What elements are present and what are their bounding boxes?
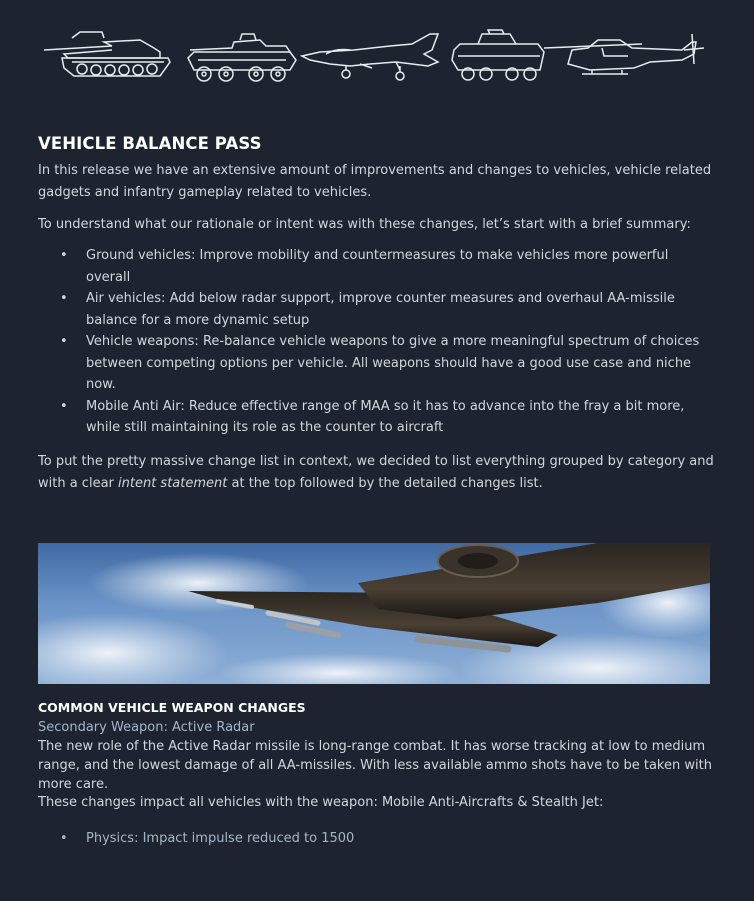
section-body: The new role of the Active Radar missile is long-range combat. It has worse tracking at low to medium range, and the lowest damage of all AA-missiles. With less available ammo shots have to be taken with more care.: [38, 739, 712, 792]
list-item: [38, 288, 714, 331]
mobile-aa-icon: [450, 28, 546, 90]
list-item-text: Physics: Impact impulse reduced to 1500: [86, 831, 355, 846]
apc-wheeled-icon: [186, 28, 298, 90]
page-title: VEHICLE BALANCE PASS: [38, 134, 262, 153]
list-item-text: Air vehicles: Add below radar support, improve counter measures and overhaul AA-missile balance for a more dynamic setup: [86, 291, 675, 328]
aircraft-illustration: [38, 543, 710, 684]
intent-statement-emphasis: intent statement: [118, 475, 228, 491]
context-paragraph: [38, 451, 714, 494]
list-item: [38, 396, 714, 439]
bullet-icon: •: [60, 831, 68, 846]
section-title: COMMON VEHICLE WEAPON CHANGES: [38, 700, 306, 715]
bullet-icon: •: [60, 248, 68, 263]
bullet-icon: •: [60, 291, 68, 306]
aircraft-banner-image: [38, 543, 710, 684]
list-item: [38, 331, 714, 396]
context-text-end: at the top followed by the detailed changes list.: [227, 475, 543, 491]
list-item: [38, 829, 354, 849]
context-text-start: To put the pretty massive change list in context, we decided to list everything grouped by category and with a clear: [38, 454, 714, 491]
section-subtitle: Secondary Weapon: Active Radar: [38, 720, 255, 735]
tank-icon: [42, 28, 174, 90]
list-item: [38, 245, 714, 288]
list-item-text: Ground vehicles: Improve mobility and countermeasures to make vehicles more powerful overall: [86, 248, 669, 285]
list-item-text: Mobile Anti Air: Reduce effective range of MAA so it has to advance into the fray a bit more, while still maintaining its role as the counter to aircraft: [86, 398, 685, 435]
intro-paragraph: In this release we have an extensive amount of improvements and changes to vehicles, vehicle related gadgets and infantry gameplay related to vehicles.: [38, 163, 712, 200]
summary-lead-paragraph: To understand what our rationale or intent was with these changes, let’s start with a brief summary:: [38, 217, 691, 232]
vehicle-icon-row: [40, 28, 710, 90]
attack-helicopter-icon: [542, 28, 710, 90]
summary-list: [38, 245, 714, 439]
list-item-text: Vehicle weapons: Re-balance vehicle weapons to give a more meaningful spectrum of choices between competing options per vehicle. All weapons should have a good use case and niche now.: [86, 334, 700, 392]
bullet-icon: •: [60, 398, 68, 414]
section-impact: These changes impact all vehicles with the weapon: Mobile Anti-Aircrafts & Stealth Jet:: [38, 795, 604, 810]
bullet-icon: •: [60, 334, 68, 349]
jet-icon: [300, 28, 442, 90]
changes-list: [38, 829, 354, 849]
